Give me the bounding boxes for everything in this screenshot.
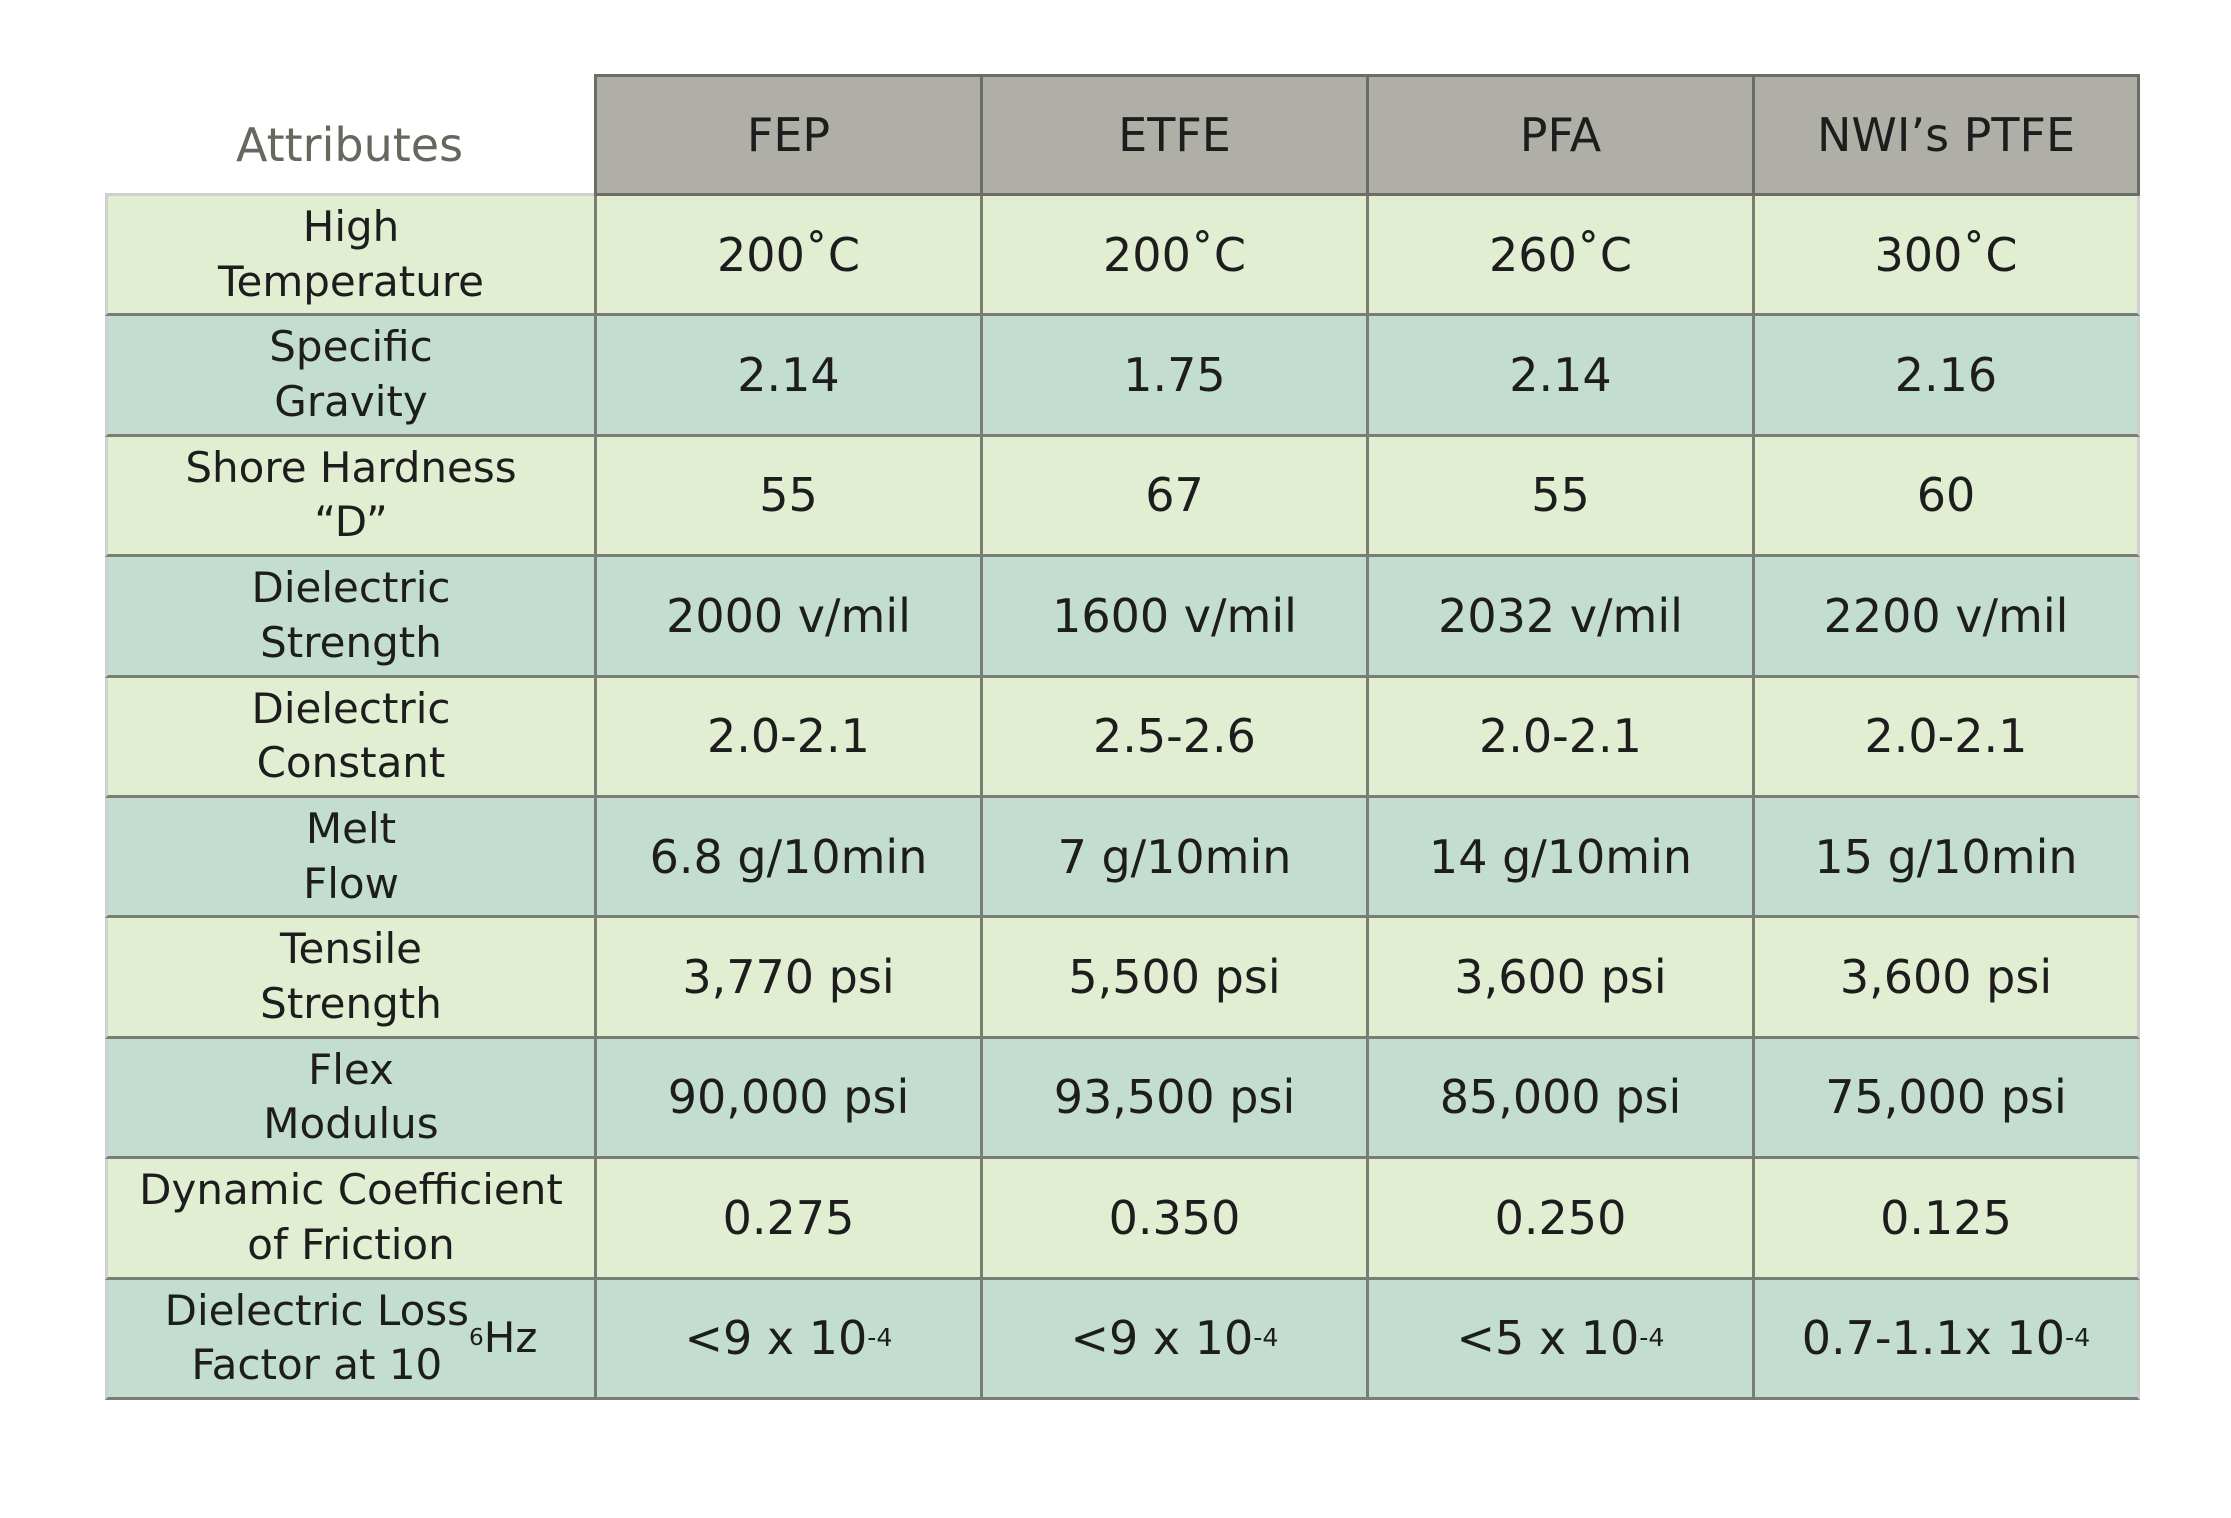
attribute-label: Dielectric Strength: [105, 557, 594, 677]
table-cell: 67: [980, 437, 1366, 557]
table-cell: 2.16: [1752, 316, 2140, 436]
attribute-label: High Temperature: [105, 196, 594, 316]
table-cell: 2.0-2.1: [594, 678, 980, 798]
table-cell: 7 g/10min: [980, 798, 1366, 918]
table-grid: [105, 74, 2140, 1400]
attribute-label: Tensile Strength: [105, 918, 594, 1038]
table-cell: 90,000 psi: [594, 1039, 980, 1159]
attribute-label: Dynamic Coefficient of Friction: [105, 1159, 594, 1279]
attribute-label: Flex Modulus: [105, 1039, 594, 1159]
table-cell: 2.14: [594, 316, 980, 436]
table-cell: 300˚C: [1752, 196, 2140, 316]
attribute-label: Specific Gravity: [105, 316, 594, 436]
column-header-fep: FEP: [594, 74, 980, 196]
table-cell: 3,770 psi: [594, 918, 980, 1038]
table-cell: 2.5-2.6: [980, 678, 1366, 798]
table-cell: 2.14: [1366, 316, 1752, 436]
table-cell: 260˚C: [1366, 196, 1752, 316]
attribute-label: Melt Flow: [105, 798, 594, 918]
table-cell: 60: [1752, 437, 2140, 557]
table-cell: 2032 v/mil: [1366, 557, 1752, 677]
table-cell: 1.75: [980, 316, 1366, 436]
table-cell: 200˚C: [980, 196, 1366, 316]
table-cell: <9 x 10 -4: [980, 1280, 1366, 1400]
table-cell: 0.125: [1752, 1159, 2140, 1279]
column-header-pfa: PFA: [1366, 74, 1752, 196]
attribute-label: Dielectric Constant: [105, 678, 594, 798]
table-cell: 3,600 psi: [1752, 918, 2140, 1038]
attribute-label: Dielectric Loss Factor at 10 6 Hz: [105, 1280, 594, 1400]
table-cell: 0.250: [1366, 1159, 1752, 1279]
table-cell: 55: [1366, 437, 1752, 557]
attributes-header: Attributes: [105, 74, 594, 196]
table-cell: 75,000 psi: [1752, 1039, 2140, 1159]
table-cell: 2000 v/mil: [594, 557, 980, 677]
table-cell: 2.0-2.1: [1752, 678, 2140, 798]
column-header-nwi-ptfe: NWI’s PTFE: [1752, 74, 2140, 196]
table-cell: <5 x 10 -4: [1366, 1280, 1752, 1400]
table-cell: 0.350: [980, 1159, 1366, 1279]
properties-table: [105, 74, 2140, 1400]
table-cell: 14 g/10min: [1366, 798, 1752, 918]
table-cell: 6.8 g/10min: [594, 798, 980, 918]
table-cell: 2200 v/mil: [1752, 557, 2140, 677]
column-header-etfe: ETFE: [980, 74, 1366, 196]
table-cell: 5,500 psi: [980, 918, 1366, 1038]
table-cell: <9 x 10 -4: [594, 1280, 980, 1400]
table-cell: 85,000 psi: [1366, 1039, 1752, 1159]
table-cell: 200˚C: [594, 196, 980, 316]
table-cell: 2.0-2.1: [1366, 678, 1752, 798]
attribute-label: Shore Hardness “D”: [105, 437, 594, 557]
table-cell: 55: [594, 437, 980, 557]
table-cell: 93,500 psi: [980, 1039, 1366, 1159]
table-cell: 0.275: [594, 1159, 980, 1279]
table-cell: 3,600 psi: [1366, 918, 1752, 1038]
table-cell: 0.7-1.1x 10 -4: [1752, 1280, 2140, 1400]
table-cell: 1600 v/mil: [980, 557, 1366, 677]
table-cell: 15 g/10min: [1752, 798, 2140, 918]
